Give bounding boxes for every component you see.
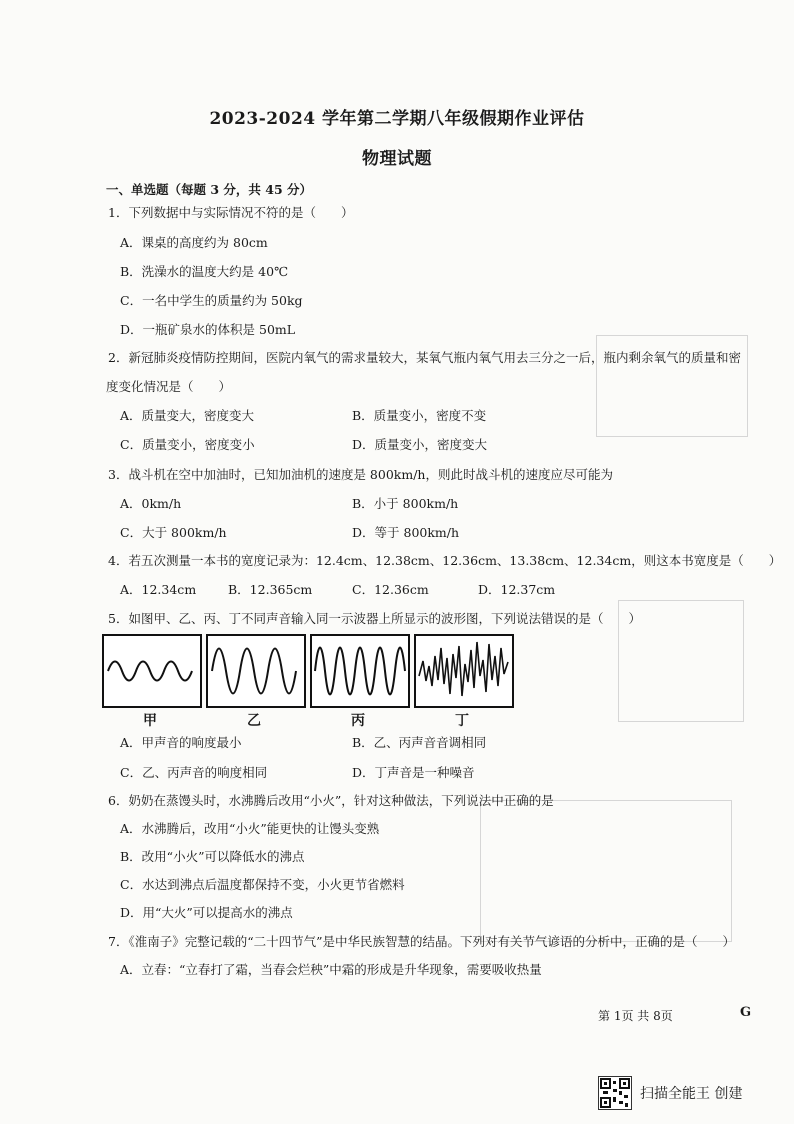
question-2-stem-continued: 度变化情况是（ ） xyxy=(106,379,232,394)
waveform-yi xyxy=(206,634,306,708)
question-3-option-d: D．等于 800km/h xyxy=(352,525,460,540)
question-2-option-c: C．质量变小，密度变小 xyxy=(120,437,255,452)
waveform-label-bing: 丙 xyxy=(351,713,365,729)
question-1-option-b: B．洗澡水的温度大约是 40℃ xyxy=(120,264,289,279)
question-6-option-c: C．水达到沸点后温度都保持不变，小火更节省燃料 xyxy=(120,877,405,892)
waveform-ding xyxy=(414,634,514,708)
waveform-bing xyxy=(310,634,410,708)
section-heading: 一、单选题（每题 3 分，共 45 分） xyxy=(106,182,313,197)
oscilloscope-waveforms xyxy=(102,634,522,734)
exam-title: 2023-2024 学年第二学期八年级假期作业评估 xyxy=(209,109,585,129)
question-4-option-c: C．12.36cm xyxy=(352,582,429,597)
question-4-stem: 4．若五次测量一本书的宽度记录为：12.4cm、12.38cm、12.36cm、13.38cm、12.34cm，则这本书宽度是（ ） xyxy=(108,553,782,568)
qr-code-icon xyxy=(598,1076,632,1110)
question-1-option-d: D．一瓶矿泉水的体积是 50mL xyxy=(120,322,296,337)
sine-wave-high-frequency xyxy=(312,636,408,706)
question-3-stem: 3．战斗机在空中加油时，已知加油机的速度是 800km/h，则此时战斗机的速度应尽可能为 xyxy=(108,467,613,482)
question-4-option-d: D．12.37cm xyxy=(478,582,556,597)
question-3-option-b: B．小于 800km/h xyxy=(352,496,459,511)
scanner-label: 扫描全能王 创建 xyxy=(640,1086,743,1102)
question-5-option-a: A．甲声音的响度最小 xyxy=(120,735,242,750)
waveform-label-yi: 乙 xyxy=(247,713,261,729)
exam-subject: 物理试题 xyxy=(362,149,432,169)
question-4-option-b: B．12.365cm xyxy=(228,582,313,597)
noise-wave xyxy=(416,636,512,706)
question-5-stem: 5．如图甲、乙、丙、丁不同声音输入同一示波器上所显示的波形图，下列说法错误的是（ ） xyxy=(108,611,641,626)
question-7-stem: 7．《淮南子》完整记载的“二十四节气”是中华民族智慧的结晶。下列对有关节气谚语的分析中，正确的是（ ） xyxy=(108,934,735,949)
question-6-option-b: B．改用“小火”可以降低水的沸点 xyxy=(120,849,305,864)
question-6-option-a: A．水沸腾后，改用“小火”能更快的让馒头变熟 xyxy=(120,821,380,836)
question-6-option-d: D．用“大火”可以提高水的沸点 xyxy=(120,905,293,920)
question-1-stem: 1．下列数据中与实际情况不符的是（ ） xyxy=(108,205,354,220)
question-3-option-a: A．0km/h xyxy=(120,496,182,511)
question-7-option-a: A．立春：“立春打了霜，当春会烂秧”中霜的形成是升华现象，需要吸收热量 xyxy=(120,962,542,977)
question-2-stem: 2．新冠肺炎疫情防控期间，医院内氧气的需求量较大，某氧气瓶内氧气用去三分之一后，瓶内剩余氧气的质量和密 xyxy=(108,350,741,365)
question-6-stem: 6．奶奶在蒸馒头时，水沸腾后改用“小火”，针对这种做法，下列说法中正确的是 xyxy=(108,793,554,808)
page-number: 第 1页 共 8页 xyxy=(598,1009,673,1023)
question-2-option-d: D．质量变小，密度变大 xyxy=(352,437,488,452)
waveform-label-ding: 丁 xyxy=(455,713,469,729)
question-5-option-d: D．丁声音是一种噪音 xyxy=(352,765,475,780)
question-3-option-c: C．大于 800km/h xyxy=(120,525,227,540)
sine-wave-low-amplitude xyxy=(104,636,200,706)
bleed-through-box xyxy=(480,800,732,942)
question-2-option-a: A．质量变大，密度变大 xyxy=(120,408,255,423)
corner-mark: G xyxy=(740,1005,752,1020)
question-5-option-c: C．乙、丙声音的响度相同 xyxy=(120,765,268,780)
question-5-option-b: B．乙、丙声音音调相同 xyxy=(352,735,487,750)
scanner-watermark xyxy=(598,1076,788,1112)
sine-wave-high-amplitude xyxy=(208,636,304,706)
question-2-option-b: B．质量变小，密度不变 xyxy=(352,408,487,423)
question-1-option-a: A．课桌的高度约为 80cm xyxy=(120,235,268,250)
question-1-option-c: C．一名中学生的质量约为 50kg xyxy=(120,293,303,308)
waveform-label-jia: 甲 xyxy=(143,713,157,729)
waveform-jia xyxy=(102,634,202,708)
question-4-option-a: A．12.34cm xyxy=(120,582,197,597)
